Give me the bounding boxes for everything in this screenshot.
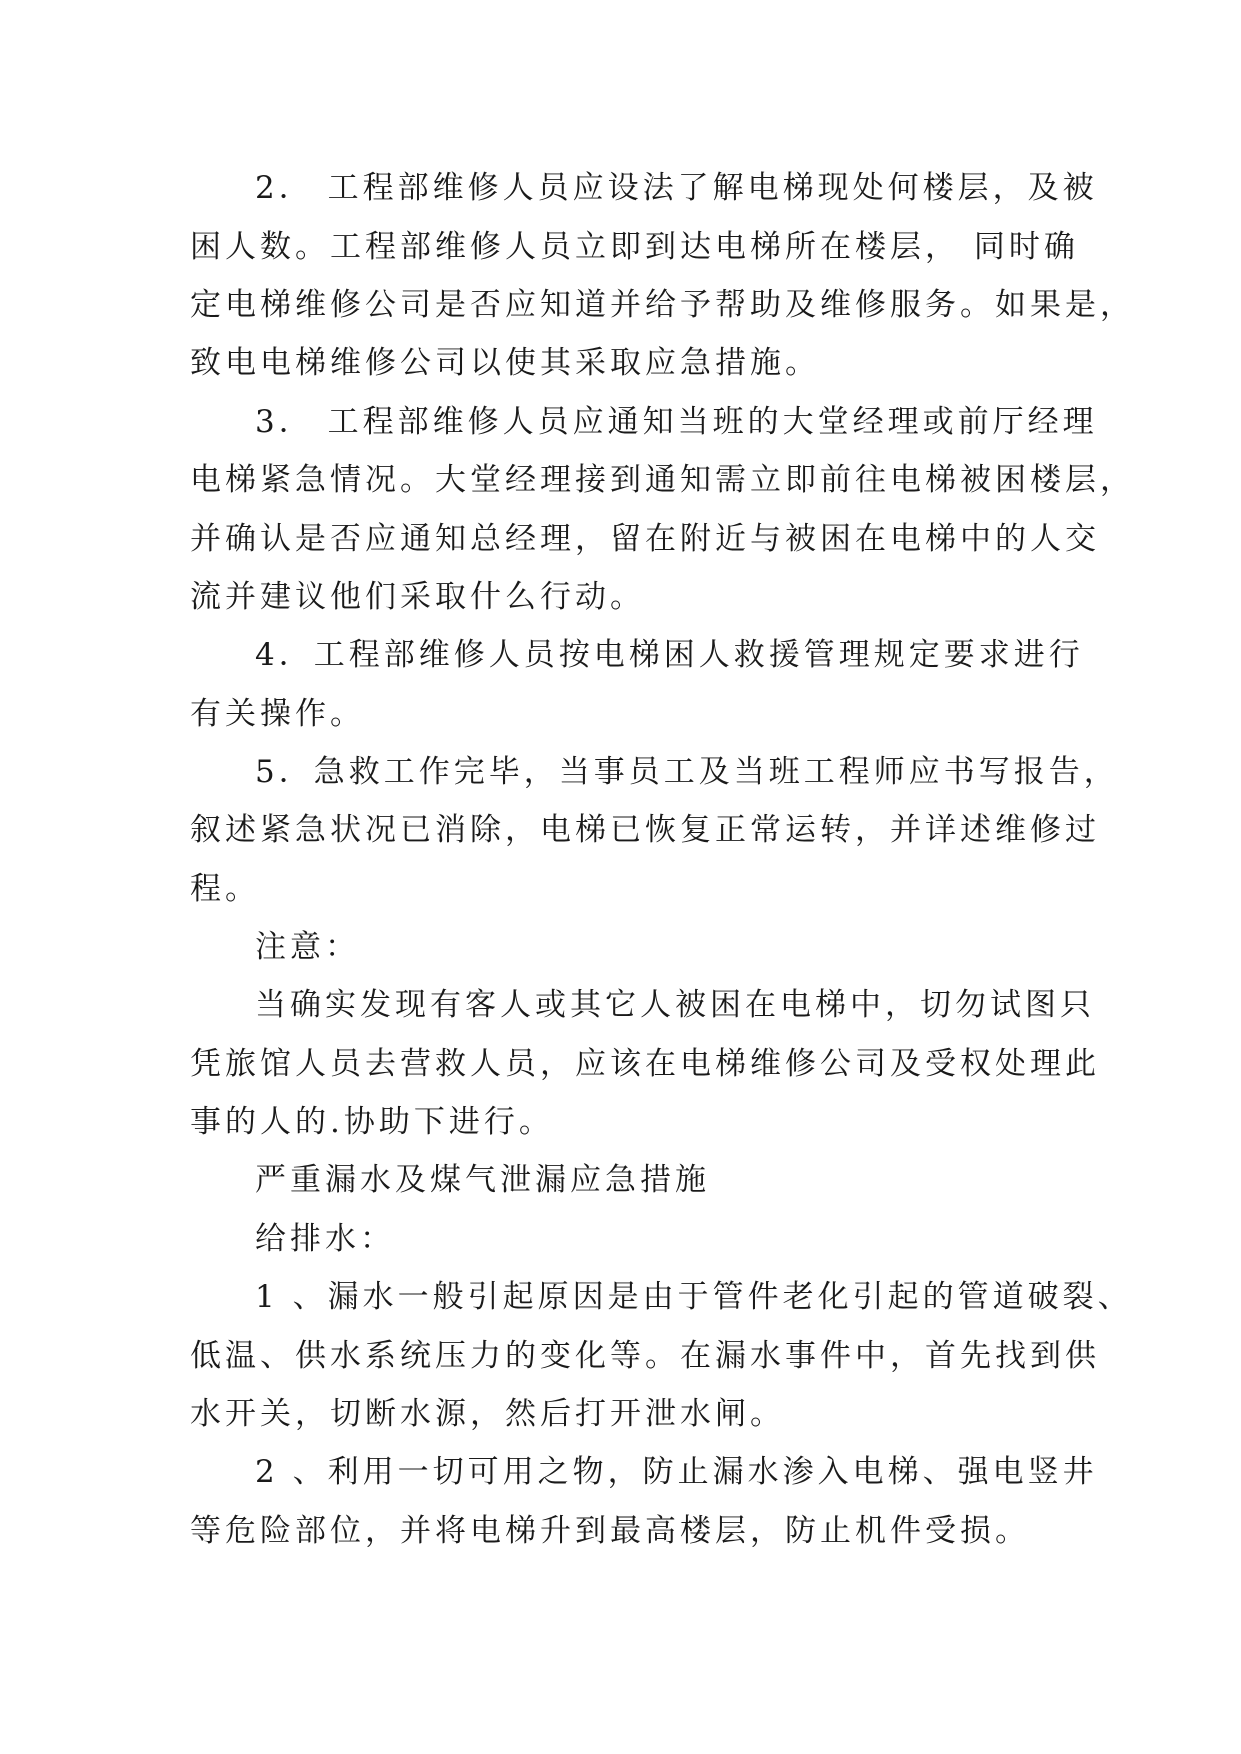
paragraph-5-line-1: 5．急救工作完毕，当事员工及当班工程师应书写报告，: [255, 754, 1119, 790]
subsection-heading: 给排水：: [255, 1221, 395, 1257]
note-line-2: 凭旅馆人员去营救人员，应该在电梯维修公司及受权处理此: [190, 1046, 1100, 1082]
water-item-2-line-1: 2 、利用一切可用之物，防止漏水渗入电梯、强电竖井: [255, 1454, 1098, 1490]
note-line-1: 当确实发现有客人或其它人被困在电梯中，切勿试图只: [255, 987, 1095, 1023]
note-line-3: 事的人的.协助下进行。: [190, 1104, 554, 1140]
paragraph-2-line-3: 定电梯维修公司是否应知道并给予帮助及维修服务。如果是，: [190, 287, 1135, 323]
paragraph-2-line-1: 2． 工程部维修人员应设法了解电梯现处何楼层，及被: [255, 170, 1098, 206]
paragraph-4-line-2: 有关操作。: [190, 696, 365, 732]
section-heading: 严重漏水及煤气泄漏应急措施: [255, 1162, 710, 1198]
water-item-2-line-2: 等危险部位，并将电梯升到最高楼层，防止机件受损。: [190, 1513, 1030, 1549]
water-item-1-line-3: 水开关，切断水源，然后打开泄水闸。: [190, 1396, 785, 1432]
paragraph-3-line-1: 3． 工程部维修人员应通知当班的大堂经理或前厅经理: [255, 404, 1098, 440]
water-item-1-line-1: 1 、漏水一般引起原因是由于管件老化引起的管道破裂、: [255, 1279, 1133, 1315]
paragraph-2-line-4: 致电电梯维修公司以使其采取应急措施。: [190, 345, 820, 381]
paragraph-3-line-2: 电梯紧急情况。大堂经理接到通知需立即前往电梯被困楼层，: [190, 462, 1135, 498]
paragraph-5-line-3: 程。: [190, 871, 260, 907]
note-heading: 注意：: [255, 929, 360, 965]
paragraph-3-line-4: 流并建议他们采取什么行动。: [190, 579, 645, 615]
paragraph-3-line-3: 并确认是否应通知总经理，留在附近与被困在电梯中的人交: [190, 521, 1100, 557]
paragraph-5-line-2: 叙述紧急状况已消除，电梯已恢复正常运转，并详述维修过: [190, 812, 1100, 848]
paragraph-4-line-1: 4．工程部维修人员按电梯困人救援管理规定要求进行: [255, 637, 1084, 673]
water-item-1-line-2: 低温、供水系统压力的变化等。在漏水事件中，首先找到供: [190, 1338, 1100, 1374]
paragraph-2-line-2: 困人数。工程部维修人员立即到达电梯所在楼层， 同时确: [190, 229, 1079, 265]
